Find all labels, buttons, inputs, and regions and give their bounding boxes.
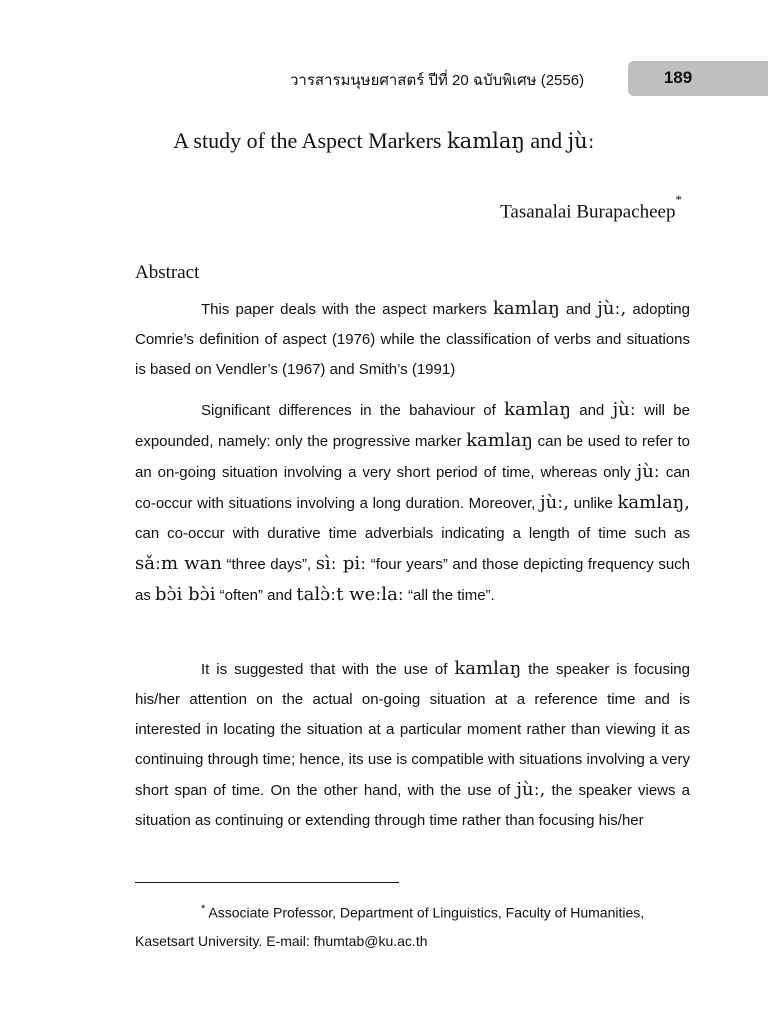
title-prefix: A study of the Aspect Markers [173, 128, 447, 153]
title-term-juu: jùː [567, 129, 595, 153]
text: can co-occur with durative time adverbials indicating a length of time such as [135, 525, 690, 542]
footnote-divider [135, 882, 399, 883]
text: the speaker is focusing his/her attention on the actual on-going situation at a reference time and is interested in locating the situation at a particular moment rather than viewing it as continuing through time; hence, its use is compatible with situations involving a very short span of time. On the other hand, with the use of [135, 661, 690, 799]
text: “three days”, [221, 556, 316, 573]
author-name: Tasanalai Burapacheep [500, 201, 676, 223]
text: can co-occur with situations involving a long duration. Moreover, [135, 464, 691, 512]
ipa-term: jùː [612, 399, 636, 420]
text: “four years” and those depicting frequency such as [135, 556, 691, 604]
text: “often” and [215, 587, 297, 604]
abstract-heading: Abstract [135, 262, 200, 283]
author-footnote-mark: * [675, 192, 682, 207]
text: This paper deals with the aspect markers [201, 301, 493, 318]
text: unlike [568, 495, 618, 512]
ipa-term: kamlaŋ, [617, 492, 690, 513]
ipa-term: kamlaŋ [504, 399, 571, 420]
text: adopting Comrie’s definition of aspect (1976) while the classification of verbs and situations is based on Vendler’s (1967) and Smith’s (1991) [135, 301, 690, 378]
article-title [0, 128, 768, 154]
ipa-term: sǎːm wan [135, 553, 222, 574]
journal-header: วารสารมนุษยศาสตร์ ปีที่ 20 ฉบับพิเศษ (2556) [290, 72, 585, 89]
title-and: and [524, 128, 568, 153]
footnote-text: Associate Professor, Department of Linguistics, Faculty of Humanities, Kasetsart University. E-mail: fhumtab@ku.ac.th [135, 904, 645, 949]
text: will be expounded, namely: only the progressive marker [135, 402, 690, 450]
ipa-term: kamlaŋ [466, 430, 534, 451]
text: and [570, 402, 613, 419]
abstract-paragraph-1 [135, 294, 690, 385]
ipa-term: kamlaŋ [454, 658, 522, 679]
ipa-term: jùː [636, 461, 660, 482]
author-line [500, 192, 682, 223]
page-number-tab [628, 61, 768, 96]
ipa-term: jùː, [540, 492, 569, 513]
ipa-term: kamlaŋ [492, 298, 560, 319]
page-number: 189 [663, 68, 693, 87]
ipa-term: jùː, [516, 779, 546, 800]
abstract-paragraph-3 [135, 654, 690, 836]
ipa-term: talɔ̀ːt weːlaː [296, 584, 404, 605]
text: Significant differences in the bahaviour of [201, 402, 505, 419]
text: the speaker views a situation as continuing or extending through time rather than focusing his/her [135, 782, 690, 829]
footnote [135, 895, 690, 955]
text: “all the time”. [403, 587, 495, 604]
ipa-term: bɔ̀i bɔ̀i [155, 584, 216, 605]
abstract-paragraph-2 [135, 395, 690, 611]
ipa-term: sìː piː [315, 553, 367, 574]
text: can be used to refer to an on-going situation involving a very short period of time, whereas only [135, 433, 690, 481]
text: and [559, 301, 598, 318]
text: It is suggested that with the use of [201, 661, 455, 678]
ipa-term: jùː, [597, 298, 627, 319]
title-term-kamlang: kamlaŋ [446, 129, 525, 153]
footnote-mark: * [201, 903, 206, 915]
